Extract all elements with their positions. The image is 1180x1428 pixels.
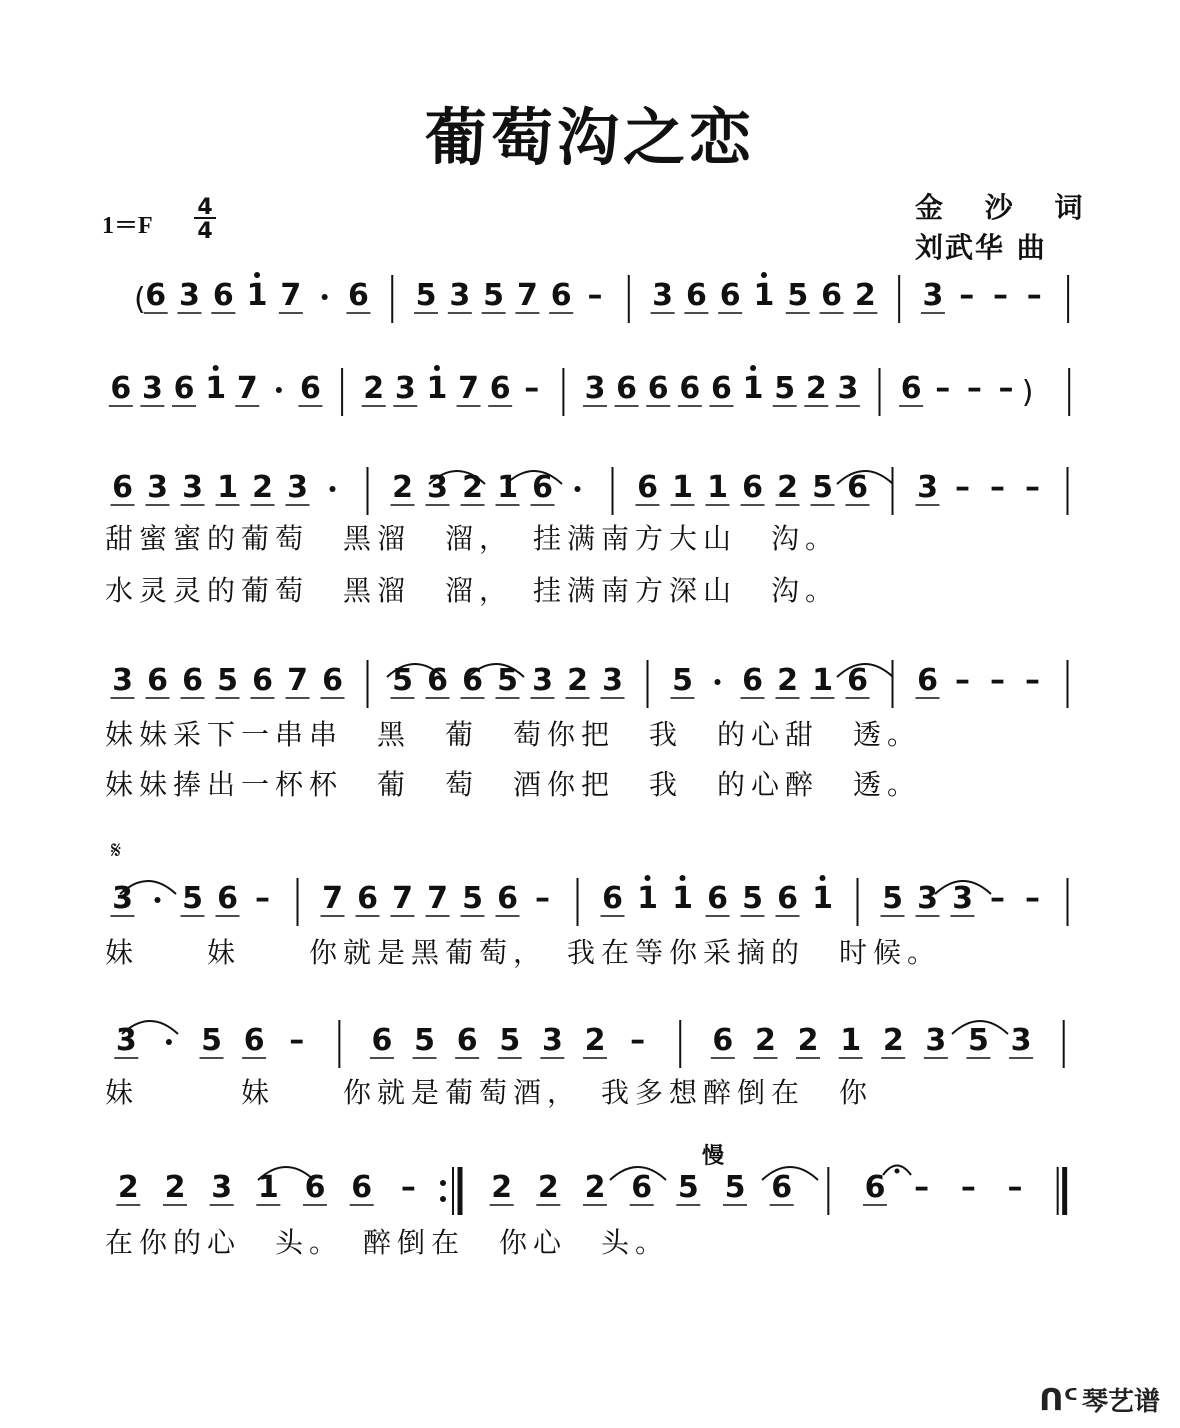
lyricist-credit: 金 沙 词 xyxy=(915,191,1099,224)
note-high-1: 1 xyxy=(753,278,775,313)
dot-augmentation xyxy=(575,486,581,492)
dash-hold: – xyxy=(960,1170,976,1205)
lyric-line: 甜蜜蜜的葡萄 黑溜 溜， 挂满南方大山 沟。 xyxy=(105,522,840,555)
note-6: 6 xyxy=(900,371,922,406)
note-1: 1 xyxy=(217,470,238,505)
note-3: 3 xyxy=(427,470,448,505)
note-2: 2 xyxy=(777,470,798,505)
note-6: 6 xyxy=(685,278,707,313)
note-3: 3 xyxy=(532,663,553,698)
note-6: 6 xyxy=(719,278,741,313)
high-dot xyxy=(254,272,260,278)
note-5: 5 xyxy=(968,1023,989,1058)
note-high-1: 1 xyxy=(637,881,658,916)
segno-sign: 𝄋 xyxy=(110,836,122,864)
note-6: 6 xyxy=(616,371,638,406)
dash-hold: – xyxy=(1026,278,1042,313)
note-high-1: 1 xyxy=(742,371,764,406)
note-5: 5 xyxy=(672,663,693,698)
note-2: 2 xyxy=(754,1023,776,1058)
note-6: 6 xyxy=(145,278,167,313)
dash-hold: – xyxy=(255,881,270,916)
note-2: 2 xyxy=(537,1170,559,1205)
composer-credit: 刘武华 曲 xyxy=(915,231,1047,264)
lyric-line: 妹 妹 你就是黑葡萄， 我在等你采摘的 时候。 xyxy=(105,936,942,969)
note-2: 2 xyxy=(882,1023,904,1058)
note-high-1: 1 xyxy=(426,371,448,406)
note-6: 6 xyxy=(712,1023,734,1058)
dash-hold: – xyxy=(993,278,1009,313)
note-2: 2 xyxy=(491,1170,513,1205)
note-6: 6 xyxy=(821,278,842,313)
dash-hold: – xyxy=(990,663,1005,698)
note-high-1: 1 xyxy=(672,881,693,916)
note-6: 6 xyxy=(173,371,195,406)
note-1: 1 xyxy=(812,663,833,698)
dot-augmentation xyxy=(155,897,161,903)
dash-hold: – xyxy=(400,1170,416,1205)
note-7: 7 xyxy=(516,278,538,313)
note-6: 6 xyxy=(631,1170,653,1205)
lyric-line: 水灵灵的葡萄 黑溜 溜， 挂满南方深山 沟。 xyxy=(105,574,840,607)
high-dot xyxy=(645,875,651,881)
note-6: 6 xyxy=(456,1023,478,1058)
note-2: 2 xyxy=(252,470,273,505)
note-6: 6 xyxy=(212,278,234,313)
note-2: 2 xyxy=(392,470,413,505)
high-dot xyxy=(750,365,756,371)
note-2: 2 xyxy=(164,1170,186,1205)
note-6: 6 xyxy=(147,663,168,698)
note-2: 2 xyxy=(777,663,798,698)
note-2: 2 xyxy=(584,1023,606,1058)
note-2: 2 xyxy=(363,371,385,406)
lyric-line: 在你的心 头。 醉倒在 你心 头。 xyxy=(105,1226,670,1259)
open-paren: ( xyxy=(134,282,146,317)
note-2: 2 xyxy=(805,371,827,406)
note-6: 6 xyxy=(847,470,868,505)
repeat-dot xyxy=(440,1196,446,1202)
dash-hold: – xyxy=(990,881,1005,916)
dot-augmentation xyxy=(276,387,282,393)
note-7: 7 xyxy=(236,371,258,406)
note-7: 7 xyxy=(392,881,413,916)
note-3: 3 xyxy=(115,1023,137,1058)
note-6: 6 xyxy=(217,881,238,916)
note-5: 5 xyxy=(462,881,483,916)
logo-icon: ᑎᑦ xyxy=(1039,1383,1078,1418)
note-7: 7 xyxy=(427,881,448,916)
note-2: 2 xyxy=(567,663,588,698)
note-5: 5 xyxy=(882,881,903,916)
tempo-mark-slow: 慢 xyxy=(701,1144,725,1169)
note-2: 2 xyxy=(117,1170,139,1205)
note-6: 6 xyxy=(647,371,669,406)
note-6: 6 xyxy=(243,1023,265,1058)
note-2: 2 xyxy=(462,470,483,505)
note-6: 6 xyxy=(357,881,378,916)
note-3: 3 xyxy=(925,1023,947,1058)
watermark-text: 琴艺谱 xyxy=(1081,1387,1160,1417)
note-6: 6 xyxy=(707,881,728,916)
note-6: 6 xyxy=(532,470,553,505)
note-2: 2 xyxy=(797,1023,819,1058)
note-1: 1 xyxy=(257,1170,279,1205)
note-2: 2 xyxy=(584,1170,606,1205)
note-6: 6 xyxy=(637,470,658,505)
high-dot xyxy=(434,365,440,371)
note-3: 3 xyxy=(602,663,623,698)
note-1: 1 xyxy=(840,1023,862,1058)
note-6: 6 xyxy=(917,663,938,698)
note-6: 6 xyxy=(351,1170,373,1205)
high-dot xyxy=(820,875,826,881)
note-7: 7 xyxy=(458,371,479,406)
dash-hold: – xyxy=(1007,1170,1023,1205)
note-6: 6 xyxy=(771,1170,793,1205)
note-6: 6 xyxy=(711,371,732,406)
note-5: 5 xyxy=(812,470,833,505)
note-5: 5 xyxy=(415,278,437,313)
dash-hold: – xyxy=(587,278,603,313)
note-6: 6 xyxy=(602,881,623,916)
dash-hold: – xyxy=(1025,663,1040,698)
note-3: 3 xyxy=(449,278,471,313)
note-6: 6 xyxy=(322,663,343,698)
key-signature: 1＝F xyxy=(102,213,153,239)
dot-augmentation xyxy=(322,294,328,300)
note-5: 5 xyxy=(497,663,518,698)
note-7: 7 xyxy=(280,278,302,313)
dash-hold: – xyxy=(959,278,975,313)
note-3: 3 xyxy=(179,278,200,313)
note-3: 3 xyxy=(112,881,133,916)
note-3: 3 xyxy=(287,470,308,505)
note-5: 5 xyxy=(677,1170,699,1205)
note-6: 6 xyxy=(304,1170,326,1205)
note-6: 6 xyxy=(489,371,511,406)
note-6: 6 xyxy=(777,881,798,916)
note-3: 3 xyxy=(211,1170,233,1205)
watermark-logo xyxy=(1039,1381,1160,1418)
note-6: 6 xyxy=(462,663,483,698)
note-7: 7 xyxy=(287,663,308,698)
note-5: 5 xyxy=(414,1023,436,1058)
note-1: 1 xyxy=(497,470,518,505)
note-5: 5 xyxy=(483,278,505,313)
note-6: 6 xyxy=(742,663,763,698)
dash-hold: – xyxy=(955,470,970,505)
lyric-line: 妹妹捧出一杯杯 葡 萄 酒你把 我 的心醉 透。 xyxy=(105,768,922,801)
note-3: 3 xyxy=(952,881,973,916)
note-5: 5 xyxy=(182,881,203,916)
note-6: 6 xyxy=(550,278,572,313)
note-6: 6 xyxy=(110,371,132,406)
repeat-dot xyxy=(440,1180,446,1186)
note-high-1: 1 xyxy=(246,278,268,313)
time-signature-top: 4 xyxy=(197,195,213,220)
lyric-line: 妹 妹 你就是葡萄酒， 我多想醉倒在 你 xyxy=(105,1076,874,1109)
dash-hold: – xyxy=(990,470,1005,505)
dash-hold: – xyxy=(955,663,970,698)
high-dot xyxy=(213,365,219,371)
note-high-1: 1 xyxy=(812,881,833,916)
note-6: 6 xyxy=(864,1170,886,1205)
dash-hold: – xyxy=(966,371,982,406)
note-5: 5 xyxy=(217,663,238,698)
note-1: 1 xyxy=(707,470,728,505)
song-title: 葡萄沟之恋 xyxy=(424,101,755,174)
note-3: 3 xyxy=(584,371,606,406)
note-3: 3 xyxy=(837,371,859,406)
note-6: 6 xyxy=(371,1023,393,1058)
note-6: 6 xyxy=(252,663,273,698)
note-6: 6 xyxy=(847,663,868,698)
high-dot xyxy=(680,875,686,881)
note-6: 6 xyxy=(182,663,203,698)
note-7: 7 xyxy=(322,881,343,916)
note-6: 6 xyxy=(427,663,448,698)
note-5: 5 xyxy=(742,881,763,916)
note-5: 5 xyxy=(499,1023,521,1058)
note-3: 3 xyxy=(541,1023,563,1058)
dash-hold: – xyxy=(524,371,540,406)
note-6: 6 xyxy=(348,278,369,313)
note-5: 5 xyxy=(724,1170,746,1205)
dot-augmentation xyxy=(715,679,721,685)
dash-hold: – xyxy=(1025,470,1040,505)
note-6: 6 xyxy=(112,470,133,505)
dot-augmentation xyxy=(166,1039,172,1045)
note-3: 3 xyxy=(112,663,133,698)
high-dot xyxy=(761,272,767,278)
note-6: 6 xyxy=(679,371,701,406)
fermata-dot xyxy=(895,1169,900,1174)
note-5: 5 xyxy=(774,371,796,406)
note-3: 3 xyxy=(394,371,416,406)
note-6: 6 xyxy=(300,371,321,406)
note-3: 3 xyxy=(652,278,674,313)
note-3: 3 xyxy=(1010,1023,1032,1058)
note-1: 1 xyxy=(672,470,693,505)
note-3: 3 xyxy=(141,371,163,406)
note-3: 3 xyxy=(147,470,168,505)
dot-augmentation xyxy=(330,486,336,492)
lyric-line: 妹妹采下一串串 黑 葡 萄你把 我 的心甜 透。 xyxy=(105,718,922,751)
dash-hold: – xyxy=(998,371,1014,406)
note-2: 2 xyxy=(854,278,876,313)
note-5: 5 xyxy=(201,1023,222,1058)
note-3: 3 xyxy=(917,470,938,505)
dash-hold: – xyxy=(935,371,951,406)
note-high-1: 1 xyxy=(205,371,227,406)
note-5: 5 xyxy=(787,278,809,313)
note-3: 3 xyxy=(917,881,938,916)
dash-hold: – xyxy=(914,1170,930,1205)
note-5: 5 xyxy=(392,663,413,698)
note-6: 6 xyxy=(497,881,518,916)
dash-hold: – xyxy=(630,1023,646,1058)
time-signature-bottom: 4 xyxy=(197,219,213,244)
note-3: 3 xyxy=(922,278,944,313)
close-paren: ) xyxy=(1021,375,1034,410)
dash-hold: – xyxy=(1025,881,1040,916)
note-6: 6 xyxy=(742,470,763,505)
note-3: 3 xyxy=(182,470,203,505)
dash-hold: – xyxy=(535,881,550,916)
dash-hold: – xyxy=(289,1023,305,1058)
